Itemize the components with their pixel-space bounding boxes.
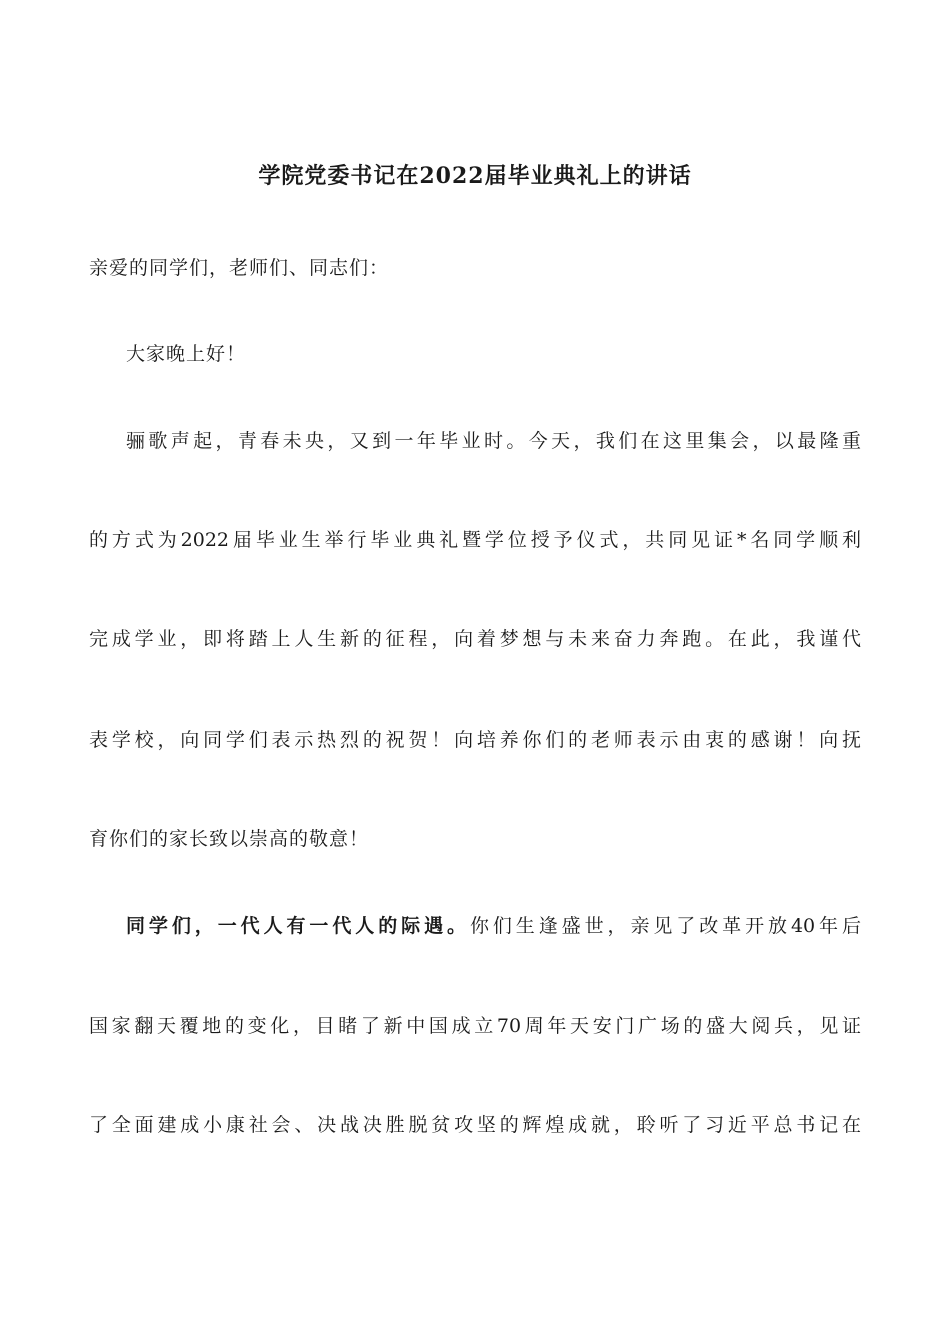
emphasis-text: 同学们，一代人有一代人的际遇。 xyxy=(126,915,470,937)
paragraph-line: 育你们的家长致以崇高的敬意！ xyxy=(89,828,370,850)
paragraph-line: 的方式为2022届毕业生举行毕业典礼暨学位授予仪式，共同见证*名同学顺利 xyxy=(89,529,861,551)
paragraph-text: 你们生逢盛世，亲见了改革开放40年后 xyxy=(469,915,861,937)
salutation: 亲爱的同学们，老师们、同志们： xyxy=(89,257,390,279)
paragraph-line: 国家翻天覆地的变化，目睹了新中国成立70周年天安门广场的盛大阅兵，见证 xyxy=(89,1015,861,1037)
paragraph-line xyxy=(126,912,861,940)
paragraph-line: 了全面建成小康社会、决战决胜脱贫攻坚的辉煌成就，聆听了习近平总书记在 xyxy=(89,1114,861,1136)
paragraph-line: 骊歌声起，青春未央，又到一年毕业时。今天，我们在这里集会，以最隆重 xyxy=(126,430,861,452)
paragraph-line: 表学校，向同学们表示热烈的祝贺！向培养你们的老师表示由衷的感谢！向抚 xyxy=(89,729,861,751)
greeting: 大家晚上好！ xyxy=(126,343,247,365)
document-title: 学院党委书记在2022届毕业典礼上的讲话 xyxy=(258,163,692,189)
paragraph-line: 完成学业，即将踏上人生新的征程，向着梦想与未来奋力奔跑。在此，我谨代 xyxy=(89,628,861,650)
